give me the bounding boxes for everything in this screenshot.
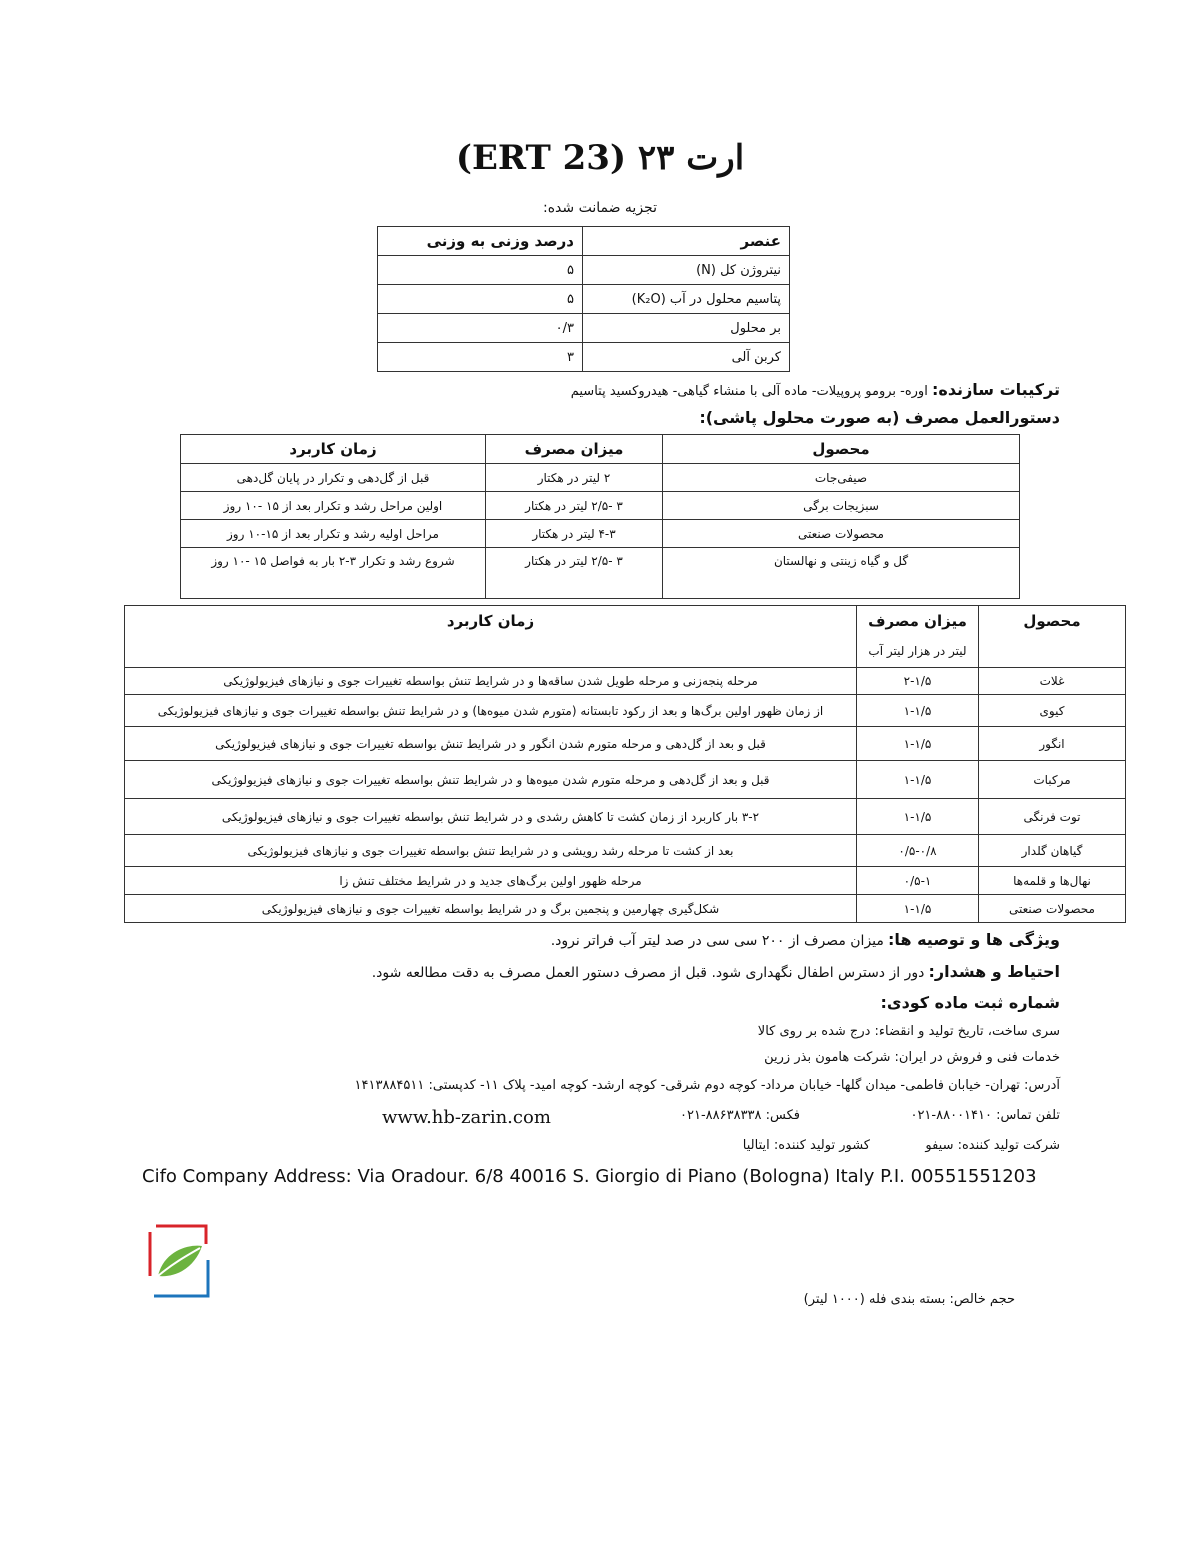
timing-cell: بعد از کشت تا مرحله رشد رویشی و در شرایط تنش بواسطه تغییرات جوی و نیازهای فیزیولوژیکی	[125, 835, 857, 867]
services-line: خدمات فنی و فروش در ایران: شرکت هامون بذر زرین	[764, 1050, 1060, 1065]
table-row	[125, 895, 1126, 923]
timing-cell: مرحله ظهور اولین برگ‌های جدید و در شرایط مختلف تنش زا	[125, 867, 857, 895]
timing-cell: مرحله پنجه‌زنی و مرحله طویل شدن ساقه‌ها و در شرایط تنش بواسطه تغییرات جوی و نیازهای فیزیولوژیکی	[125, 668, 857, 695]
timing-cell: قبل و بعد از گل‌دهی و مرحله متورم شدن میوه‌ها و در شرایط تنش بواسطه تغییرات جوی و نیازهای فیزیولوژیکی	[125, 761, 857, 799]
crop-cell: گیاهان گلدار	[979, 835, 1126, 867]
crop-cell: نهال‌ها و قلمه‌ها	[979, 867, 1126, 895]
crop-cell: محصولات صنعتی	[663, 520, 1020, 548]
website-link[interactable]: www.hb-zarin.com	[382, 1107, 551, 1128]
column-header: درصد وزنی به وزنی	[378, 227, 583, 256]
column-header: زمان کاربرد	[125, 606, 857, 668]
table-header-row	[378, 227, 790, 256]
table-row	[125, 727, 1126, 761]
ingredients-text: اوره- برومو پروپیلات- ماده آلی با منشاء گیاهی- هیدروکسید پتاسیم	[570, 384, 928, 399]
crop-cell: غلات	[979, 668, 1126, 695]
table-row	[125, 668, 1126, 695]
element-cell: پتاسیم محلول در آب (K₂O)	[583, 285, 790, 314]
timing-cell: اولین مراحل رشد و تکرار بعد از ۱۵ -۱۰ روز	[181, 492, 486, 520]
crop-cell: کیوی	[979, 695, 1126, 727]
rate-cell: ۱-۱/۵	[857, 695, 979, 727]
rate-unit: لیتر در هزار لیتر آب	[868, 644, 967, 658]
timing-cell: قبل از گل‌دهی و تکرار در پایان گل‌دهی	[181, 464, 486, 492]
crop-cell: سبزیجات برگی	[663, 492, 1020, 520]
column-header: عنصر	[583, 227, 790, 256]
value-cell: ۳	[378, 343, 583, 372]
column-header: میزان مصرف	[868, 612, 967, 630]
ingredients-line	[140, 380, 1060, 399]
page-title: ارت ۲۳ (ERT 23)	[455, 138, 745, 178]
column-header: زمان کاربرد	[181, 435, 486, 464]
table-row	[125, 799, 1126, 835]
registration-label: شماره ثبت ماده کودی:	[880, 993, 1060, 1012]
dilution-table	[124, 605, 1126, 923]
features-label: ویژگی ها و توصیه ها:	[888, 930, 1060, 949]
table-row	[125, 867, 1126, 895]
table-row	[378, 285, 790, 314]
table-row	[181, 464, 1020, 492]
table-row	[378, 343, 790, 372]
column-header: محصول	[979, 606, 1126, 668]
caution-text: دور از دسترس اطفال نگهداری شود. قبل از مصرف دستور العمل مصرف به دقت مطالعه شود.	[371, 965, 925, 981]
column-header: محصول	[663, 435, 1020, 464]
element-cell: بر محلول	[583, 314, 790, 343]
rate-cell: ۱-۱/۵	[857, 727, 979, 761]
column-header: میزان مصرف	[486, 435, 663, 464]
registration-line	[140, 993, 1060, 1012]
table-header-row	[125, 606, 1126, 668]
timing-cell: مراحل اولیه رشد و تکرار بعد از ۱۵-۱۰ روز	[181, 520, 486, 548]
crop-cell: مرکبات	[979, 761, 1126, 799]
rate-cell: ۱-۱/۵	[857, 895, 979, 923]
manufacturer-line: شرکت تولید کننده: سیفو	[925, 1138, 1060, 1153]
element-cell: کربن آلی	[583, 343, 790, 372]
table-row	[181, 492, 1020, 520]
fax-line: فکس: ۸۸۶۳۸۳۳۸-۰۲۱	[680, 1108, 800, 1123]
table-header-row	[181, 435, 1020, 464]
rate-cell: ۰/۵-۱	[857, 867, 979, 895]
features-line	[140, 930, 1060, 949]
table-row	[378, 256, 790, 285]
timing-cell: از زمان ظهور اولین برگ‌ها و بعد از رکود تابستانه (متورم شدن میوه‌ها) و در شرایط تنش بواسطه تغییرات جوی و نیازهای فیزیولوژیکی	[125, 695, 857, 727]
value-cell: ۵	[378, 256, 583, 285]
crop-cell: انگور	[979, 727, 1126, 761]
net-volume: حجم خالص: بسته بندی فله (۱۰۰۰ لیتر)	[803, 1292, 1015, 1307]
table-row	[125, 695, 1126, 727]
value-cell: ۵	[378, 285, 583, 314]
caution-label: احتیاط و هشدار:	[928, 962, 1060, 981]
rate-cell: ۱-۱/۵	[857, 799, 979, 835]
table-row	[181, 548, 1020, 599]
ingredients-label: ترکیبات سازنده:	[931, 380, 1060, 399]
phone-line: تلفن تماس: ۸۸۰۰۱۴۱۰-۰۲۱	[910, 1108, 1060, 1123]
table-row	[378, 314, 790, 343]
timing-cell: شکل‌گیری چهارمین و پنجمین برگ و در شرایط بواسطه تغییرات جوی و نیازهای فیزیولوژیکی	[125, 895, 857, 923]
rate-cell: ۰/۵-۰/۸	[857, 835, 979, 867]
rate-cell: ۲ لیتر در هکتار	[486, 464, 663, 492]
table-row	[125, 835, 1126, 867]
element-cell: نیتروژن کل (N)	[583, 256, 790, 285]
timing-cell: شروع رشد و تکرار ۳-۲ بار به فواصل ۱۵ -۱۰ روز	[181, 548, 486, 599]
spray-table	[180, 434, 1020, 599]
country-line: کشور تولید کننده: ایتالیا	[742, 1138, 870, 1153]
rate-cell: ۳ -۲/۵ لیتر در هکتار	[486, 548, 663, 599]
rate-cell: ۴-۳ لیتر در هکتار	[486, 520, 663, 548]
serial-line: سری ساخت، تاریخ تولید و انقضاء: درج شده بر روی کالا	[757, 1024, 1060, 1039]
timing-cell: قبل و بعد از گل‌دهی و مرحله متورم شدن انگور و در شرایط تنش بواسطه تغییرات جوی و نیازهای فیزیولوژیکی	[125, 727, 857, 761]
guaranteed-analysis-label: تجزیه ضمانت شده:	[543, 200, 657, 216]
crop-cell: صیفی‌جات	[663, 464, 1020, 492]
company-logo	[146, 1224, 212, 1302]
address-line: آدرس: تهران- خیابان فاطمی- میدان گلها- خیابان مرداد- کوچه دوم شرقی- کوچه ارشد- کوچه امید- پلاک ۱۱- کدپستی: ۱۴۱۳۸۸۴۵۱۱	[354, 1078, 1060, 1093]
timing-cell: ۳-۲ بار کاربرد از زمان کشت تا کاهش رشدی و در شرایط تنش بواسطه تغییرات جوی و نیازهای فیزیولوژیکی	[125, 799, 857, 835]
rate-cell: ۱-۱/۵	[857, 761, 979, 799]
rate-cell: ۲-۱/۵	[857, 668, 979, 695]
features-text: میزان مصرف از ۲۰۰ سی سی در صد لیتر آب فراتر نرود.	[550, 933, 884, 949]
rate-header	[857, 606, 979, 668]
rate-cell: ۳ -۲/۵ لیتر در هکتار	[486, 492, 663, 520]
caution-line	[140, 962, 1060, 981]
table-row	[125, 761, 1126, 799]
crop-cell: محصولات صنعتی	[979, 895, 1126, 923]
value-cell: ۰/۳	[378, 314, 583, 343]
usage-heading-text: دستورالعمل مصرف (به صورت محلول پاشی):	[699, 408, 1060, 427]
usage-heading	[140, 408, 1060, 427]
crop-cell: گل و گیاه زینتی و نهالستان	[663, 548, 1020, 599]
table-row	[181, 520, 1020, 548]
analysis-table	[377, 226, 790, 372]
cifo-address: Cifo Company Address: Via Oradour. 6/8 40016 S. Giorgio di Piano (Bologna) Italy P.I. 00551551203	[142, 1166, 1037, 1187]
crop-cell: توت فرنگی	[979, 799, 1126, 835]
